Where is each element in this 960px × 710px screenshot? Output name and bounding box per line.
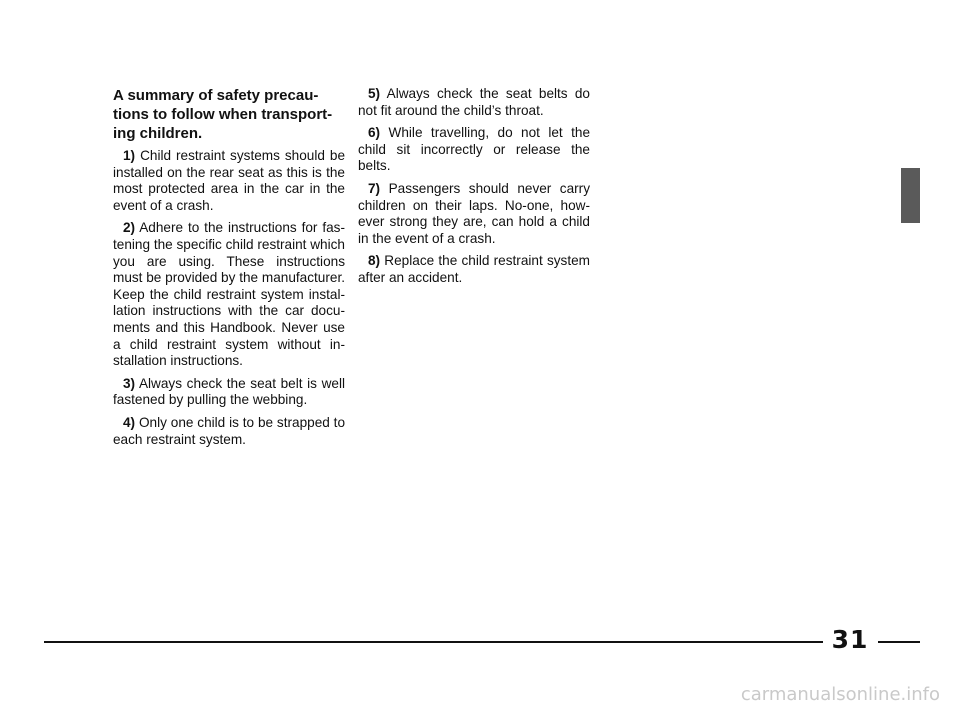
precaution-item-1 [113,148,345,214]
item-number: 2) [123,220,136,236]
precaution-item-7 [358,181,590,247]
precaution-item-4 [113,415,345,448]
item-text: Adhere to the instructions for fas-tening the specific child restraint which you are using. These instructions must be provided by the manufacturer. Keep the child restraint system instal-lation instructions with the car docu-ments and this Handbook. Never use a child restraint system without in-stallation instructions. [113,220,345,369]
section-heading: A summary of safety precau- tions to follow when transport- ing children. [113,87,333,142]
page-number: 31 [831,625,869,654]
item-number: 5) [368,86,381,101]
item-number: 8) [368,253,381,269]
right-column [358,86,590,293]
precaution-item-5 [358,86,590,119]
item-number: 1) [123,148,136,163]
precaution-item-8 [358,253,590,286]
item-text: Only one child is to be strapped to each restraint system. [113,414,345,447]
item-text: Child restraint systems should be installed on the rear seat as this is the most protected area in the car in the event of a crash. [113,148,346,213]
item-number: 7) [368,180,381,196]
footer-rule-left [44,641,823,643]
precaution-item-3 [113,376,345,409]
precaution-item-2 [113,220,345,369]
item-number: 6) [368,125,381,141]
watermark-text: carmanualsonline.info [740,684,940,705]
item-text: Passengers should never carry children on their laps. No-one, how-ever strong they are, can hold a child in the event of a crash. [358,180,590,246]
item-text: Always check the seat belt is well fastened by pulling the webbing. [113,375,345,408]
item-number: 4) [123,414,136,430]
item-text: Replace the child restraint system after an accident. [358,253,590,285]
section-tab-marker [901,168,920,223]
item-number: 3) [123,375,136,391]
left-column [113,86,345,454]
item-text: Always check the seat belts do not fit around the child’s throat. [358,86,590,118]
item-text: While travelling, do not let the child sit incorrectly or release the belts. [358,125,591,174]
precaution-item-6 [358,125,590,175]
footer-rule-right [878,641,920,643]
